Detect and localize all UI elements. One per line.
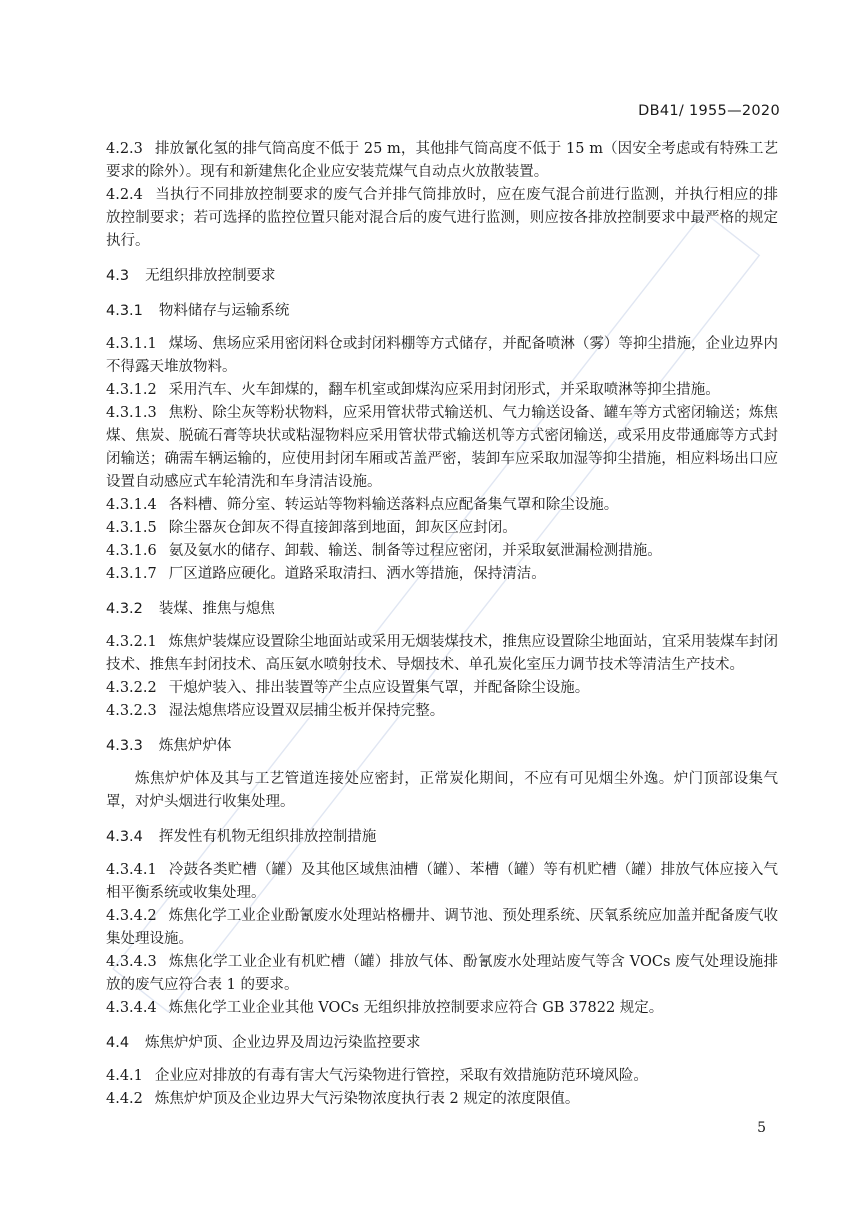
clause-number: 4.3.1.6: [106, 543, 157, 559]
clause-text: 焦粉、除尘灰等粉状物料，应采用管状带式输送机、气力输送设备、罐车等方式密闭输送；炼焦煤、焦炭、脱硫石膏等块状或粘湿物料应采用管状带式输送机等方式密闭输送，或采用皮带通廊等方式封闭输送；确需车辆运输的，应使用封闭车厢或苫盖严密，装卸车应采取加湿等抑尘措施，相应料场出口应设置自动感应式车轮清洗和车身清洁设施。: [106, 405, 778, 490]
clause-paragraph: [106, 631, 778, 677]
section-heading: [106, 598, 778, 621]
clause-number: 4.3.2.1: [106, 634, 157, 650]
clause-number: 4.3.2: [106, 601, 143, 617]
clause-number: 4.3.4.2: [106, 908, 157, 924]
clause-paragraph: [106, 402, 778, 494]
clause-paragraph: [106, 677, 778, 700]
clause-text: 氨及氨水的储存、卸载、输送、制备等过程应密闭，并采取氨泄漏检测措施。: [168, 543, 662, 559]
section-heading: [106, 1032, 778, 1055]
clause-number: 4.3.3: [106, 738, 143, 754]
clause-text: 无组织排放控制要求: [145, 268, 276, 284]
clause-text: 煤场、焦场应采用密闭料仓或封闭料棚等方式储存，并配备喷淋（雾）等抑尘措施，企业边界内不得露天堆放物料。: [106, 336, 778, 375]
clause-number: 4.3.2.3: [106, 703, 157, 719]
clause-paragraph: [106, 563, 778, 586]
clause-text: 炼焦化学工业企业有机贮槽（罐）排放气体、酚氰废水处理站废气等含 VOCs 废气处理设施排放的废气应符合表 1 的要求。: [106, 954, 778, 993]
clause-number: 4.3.4.4: [106, 1000, 157, 1016]
clause-text: 物料储存与运输系统: [158, 303, 290, 319]
clause-number: 4.3.4.1: [106, 862, 157, 878]
clause-text: 各料槽、筛分室、转运站等物料输送落料点应配备集气罩和除尘设施。: [168, 497, 619, 513]
clause-text: 炼焦炉炉顶及企业边界大气污染物浓度执行表 2 规定的浓度限值。: [154, 1091, 580, 1107]
paragraph: [106, 768, 778, 814]
clause-text: 炼焦炉炉顶、企业边界及周边污染监控要求: [145, 1035, 421, 1051]
document-code: DB41/ 1955—2020: [638, 103, 780, 119]
clause-text: 炼焦炉装煤应设置除尘地面站或采用无烟装煤技术，推焦应设置除尘地面站，宜采用装煤车封闭技术、推焦车封闭技术、高压氨水喷射技术、导烟技术、单孔炭化室压力调节技术等清洁生产技术。: [106, 634, 778, 673]
clause-number: 4.3.1.1: [106, 336, 157, 352]
clause-paragraph: [106, 1065, 778, 1088]
clause-paragraph: [106, 184, 778, 253]
clause-number: 4.4.1: [106, 1068, 143, 1084]
clause-number: 4.3.4.3: [106, 954, 157, 970]
clause-number: 4.4: [106, 1035, 130, 1051]
clause-paragraph: [106, 379, 778, 402]
section-heading: [106, 300, 778, 323]
clause-number: 4.3.1.2: [106, 382, 157, 398]
clause-text: 冷鼓各类贮槽（罐）及其他区域焦油槽（罐）、苯槽（罐）等有机贮槽（罐）排放气体应接入气相平衡系统或收集处理。: [106, 862, 778, 901]
clause-number: 4.3.1.4: [106, 497, 157, 513]
clause-text: 炼焦炉炉体: [158, 738, 232, 754]
clause-text: 采用汽车、火车卸煤的，翻车机室或卸煤沟应采用封闭形式，并采取喷淋等抑尘措施。: [168, 382, 720, 398]
section-heading: [106, 735, 778, 758]
clause-paragraph: [106, 905, 778, 951]
clause-text: 排放氰化氢的排气筒高度不低于 25 m，其他排气筒高度不低于 15 m（因安全考虑或有特殊工艺要求的除外）。现有和新建焦化企业应安装荒煤气自动点火放散装置。: [106, 141, 778, 180]
clause-number: 4.4.2: [106, 1091, 143, 1107]
clause-paragraph: [106, 700, 778, 723]
clause-text: 企业应对排放的有毒有害大气污染物进行管控，采取有效措施防范环境风险。: [154, 1068, 648, 1084]
clause-number: 4.3.4: [106, 829, 143, 845]
clause-text: 当执行不同排放控制要求的废气合并排气筒排放时，应在废气混合前进行监测，并执行相应的排放控制要求；若可选择的监控位置只能对混合后的废气进行监测，则应按各排放控制要求中最严格的规定执行。: [106, 187, 778, 249]
clause-number: 4.2.3: [106, 141, 143, 157]
section-heading: [106, 826, 778, 849]
clause-paragraph: [106, 1088, 778, 1111]
clause-number: 4.3.1: [106, 303, 143, 319]
clause-number: 4.3.1.5: [106, 520, 157, 536]
document-body: [106, 138, 778, 1115]
clause-text: 装煤、推焦与熄焦: [158, 601, 275, 617]
clause-paragraph: [106, 997, 778, 1020]
clause-text: 干熄炉装入、排出装置等产尘点应设置集气罩，并配备除尘设施。: [168, 680, 590, 696]
clause-text: 挥发性有机物无组织排放控制措施: [158, 829, 377, 845]
clause-text: 湿法熄焦塔应设置双层捕尘板并保持完整。: [168, 703, 445, 719]
clause-paragraph: [106, 859, 778, 905]
clause-text: 炼焦炉炉体及其与工艺管道连接处应密封，正常炭化期间，不应有可见烟尘外逸。炉门顶部设集气罩，对炉头烟进行收集处理。: [106, 771, 778, 810]
clause-paragraph: [106, 540, 778, 563]
clause-number: 4.2.4: [106, 187, 143, 203]
clause-paragraph: [106, 517, 778, 540]
section-heading: [106, 265, 778, 288]
page-number: 5: [757, 1120, 766, 1136]
clause-text: 炼焦化学工业企业酚氰废水处理站格栅井、调节池、预处理系统、厌氧系统应加盖并配备废气收集处理设施。: [106, 908, 778, 947]
clause-number: 4.3.1.3: [106, 405, 157, 421]
clause-paragraph: [106, 951, 778, 997]
clause-paragraph: [106, 333, 778, 379]
clause-text: 炼焦化学工业企业其他 VOCs 无组织排放控制要求应符合 GB 37822 规定。: [168, 1000, 664, 1016]
clause-text: 除尘器灰仓卸灰不得直接卸落到地面，卸灰区应封闭。: [168, 520, 517, 536]
clause-paragraph: [106, 494, 778, 517]
clause-paragraph: [106, 138, 778, 184]
clause-text: 厂区道路应硬化。道路采取清扫、洒水等措施，保持清洁。: [168, 566, 546, 582]
clause-number: 4.3.1.7: [106, 566, 157, 582]
clause-number: 4.3: [106, 268, 130, 284]
clause-number: 4.3.2.2: [106, 680, 157, 696]
